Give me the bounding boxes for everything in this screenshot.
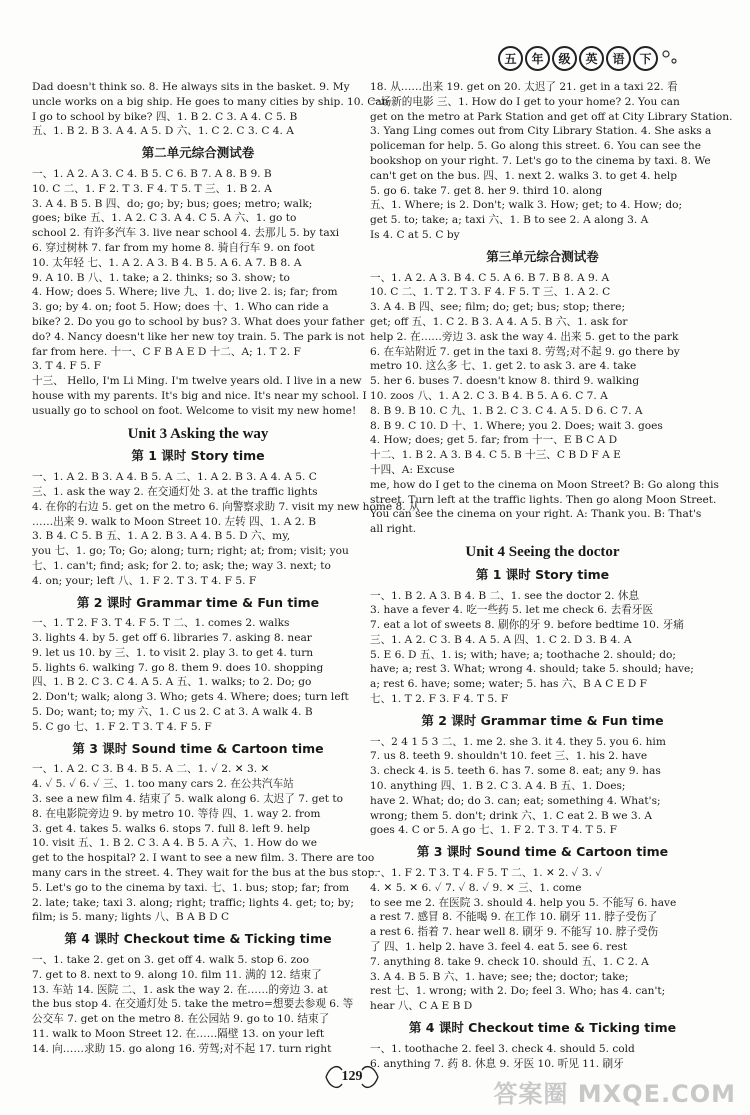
answer-line: Is 4. C at 5. C by [370,228,460,241]
page-number: 129 [341,1069,363,1084]
answer-line: 3. A 4. B 5. B 四、do; go; by; bus; goes; metro; walk; [32,197,313,210]
badge-char-3: 级 [552,46,577,71]
answer-line: get on the metro at Park Station and get off at City Library Station. [370,110,733,123]
answer-line: I go to school by bike? 四、1. B 2. C 3. A 4. C 5. B [32,110,298,123]
answer-line: 一场新的电影 三、1. How do I get to your home? 2. You can [370,95,680,108]
unit3-lesson2-lines [32,616,364,734]
answer-line: 七、1. can't; find; ask; for 2. to; ask; the; way 3. next; to [32,559,331,572]
answer-line: 一、1. A 2. A 3. C 4. B 5. C 6. B 7. A 8. B 9. B [32,167,272,180]
unit4-lesson1-lines [370,589,715,707]
answer-line: 3. lights 4. by 5. get off 6. libraries 7. asking 8. near [32,632,312,645]
answer-line: 五、1. B 2. B 3. A 4. A 5. D 六、1. C 2. C 3. C 4. A [32,125,294,138]
answer-line: get; off 五、1. C 2. B 3. A 4. A 5. B 六、1. ask for [370,315,628,328]
answer-line: 一、1. take 2. get on 3. get off 4. walk 5. stop 6. zoo [32,954,309,967]
watermark: 答案圈 MXQE.COM [493,1080,736,1108]
badge-char-2: 年 [525,46,550,71]
answer-line: far from here. 十一、C F B A E D 十二、A; 1. T 2. F [32,345,301,358]
answer-line: 5. E 6. D 五、1. is; with; have; a; toothache 2. should; do; [370,648,676,661]
answer-line: 8. B 9. B 10. C 九、1. B 2. C 3. C 4. A 5. D 6. C 7. A [370,404,643,417]
answer-line: 5. Do; want; to; my 六、1. C us 2. C at 3. A walk 4. B [32,706,313,719]
unit4-lesson3-heading: 第 3 课时 Sound time & Cartoon time [416,844,669,860]
answer-line: get 5. to; take; a; taxi 六、1. B to see 2. A along 3. A [370,214,649,227]
answer-line: 2. Don't; walk; along 3. Who; gets 4. Where; does; turn left [32,691,349,704]
answer-line: 13. 车站 14. 医院 二、1. ask the way 2. 在……的旁边 3. at [32,983,328,996]
answer-line: 18. 从……出来 19. get on 20. 太迟了 21. get in a taxi 22. 看 [370,81,678,93]
answer-line: a rest 7. 感冒 8. 不能喝 9. 在工作 10. 刷牙 11. 脖子受伤了 [370,911,658,924]
answer-line: 十三、 Hello, I'm Li Ming. I'm twelve years old. I live in a new [32,375,362,388]
answer-line: me, how do I get to the cinema on Moon Street? B: Go along this [370,478,719,491]
answer-line: 2. late; take; taxi 3. along; right; traffic; lights 4. get; to; by; [32,896,354,909]
left-top-lines [32,80,389,139]
answer-line: a rest 6. 指着 7. hear well 8. 刷牙 9. 不能写 10. 脖子受伤 [370,926,659,939]
answer-line: goes 4. C or 5. A go 七、1. F 2. T 3. T 4. T 5. F [370,824,617,837]
answer-line: 一、1. A 2. C 3. B 4. B 5. A 二、1. ✓ 2. ✕ 3. ✕ [32,763,270,776]
answer-line: have; a; rest 3. What; wrong 4. should; take 5. should; have; [370,663,694,676]
answer-line: 7. get to 8. next to 9. along 10. film 11. 满的 12. 结束了 [32,968,322,981]
answer-line: get to the hospital? 2. I want to see a new film. 3. There are too [32,852,375,865]
answer-line: 4. on; your; left 八、1. F 2. T 3. T 4. F 5. F [32,574,257,587]
answer-line: 10. visit 五、1. B 2. C 3. A 4. B 5. A 六、1. How do we [32,837,317,850]
test2-heading: 第二单元综合测试卷 [141,145,255,161]
answer-line: have 2. What; do; do 3. can; eat; something 4. What's; [370,794,661,807]
unit4-lesson1-heading: 第 1 课时 Story time [475,566,610,582]
answer-line: school 2. 有许多汽车 3. live near school 4. 去那儿 5. by taxi [32,227,340,240]
answer-line: 7. eat a lot of sweets 8. 刷你的牙 9. before bedtime 10. 牙痛 [370,619,684,632]
answer-line: 4. 在你的右边 5. get on the metro 6. 向警察求助 7. visit my new home 8. 从 [32,500,420,513]
answer-line: 10. anything 四、1. B 2. C 3. A 4. B 五、1. Does; [370,780,626,793]
answer-line: 3. see a new film 4. 结束了 5. walk along 6. 太迟了 7. get to [32,793,344,806]
answer-line: 7. us 8. teeth 9. shouldn't 10. feet 三、1. his 2. have [370,750,648,763]
answer-line: you 七、1. go; To; Go; along; turn; right; at; from; visit; you [32,545,349,558]
answer-line: 公交车 7. get on the metro 8. 在公园站 9. go to 10. 结束了 [32,1013,330,1026]
answer-line: 一、1. A 2. B 3. A 4. B 5. A 二、1. A 2. B 3. A 4. A 5. C [32,471,317,484]
answer-line: 6. anything 7. 药 8. 休息 9. 牙医 10. 听见 11. 刷牙 [370,1057,624,1070]
answer-line: 8. 在电影院旁边 9. by metro 10. 等待 四、1. way 2. from [32,807,321,820]
answer-line: the bus stop 4. 在交通灯处 5. take the metro=想要去参观 6. 等 [32,998,354,1011]
unit3-lesson1-heading: 第 1 课时 Story time [131,448,265,464]
unit4-lesson4-heading: 第 4 课时 Checkout time & Ticking time [408,1020,677,1036]
answer-line: 3. have a fever 4. 吃一些药 5. let me check 6. 去看牙医 [370,604,654,617]
answer-line: to see me 2. 在医院 3. should 4. help you 5. 不能写 6. have [370,896,677,909]
answer-line: do? 4. Nancy doesn't like her new toy train. 5. The park is not [32,330,365,343]
answer-line: 4. ✕ 5. ✕ 6. ✓ 7. ✓ 8. ✓ 9. ✕ 三、1. come [370,881,582,894]
answer-line: 3. A 4. B 四、see; film; do; get; bus; stop; there; [370,301,626,314]
answer-line: hear 八、C A E B D [370,1000,473,1013]
unit4-lesson3-lines [370,866,715,1014]
badge-char-6: 下 [633,46,658,71]
answer-line: 9. let us 10. by 三、1. to visit 2. play 3. to get 4. turn [32,646,314,659]
answer-line: 三、1. ask the way 2. 在交通灯处 3. at the traffic lights [32,485,318,498]
unit3-lesson3-heading: 第 3 课时 Sound time & Cartoon time [72,740,324,756]
answer-line: 9. A 10. B 八、1. take; a 2. thinks; so 3. show; to [32,271,290,284]
answer-line: metro 10. 这么多 七、1. get 2. to ask 3. are 4. take [370,360,637,373]
right-column [370,80,733,1071]
answer-line: 4. ✓ 5. ✓ 6. ✓ 三、1. too many cars 2. 在公共汽车站 [32,778,294,791]
test3-lines [370,271,719,537]
badge-char-4: 英 [579,46,604,71]
unit4-lesson2-lines [370,735,715,839]
answer-line: policeman for help. 5. Go along this street. 6. You can see the [370,140,701,153]
answer-line: 一、1. toothache 2. feel 3. check 4. should 5. cold [370,1042,635,1055]
answer-line: a; rest 6. have; some; water; 5. has 六、B A C E D F [370,678,647,691]
answer-line: bike? 2. Do you go to school by bus? 3. What does your father [32,315,365,328]
answer-line: 七、1. T 2. F 3. F 4. T 5. F [370,693,509,706]
unit4-lesson4-lines [370,1042,715,1072]
header-decoration-icon [660,48,680,68]
badge-char-5: 语 [606,46,631,71]
answer-line: 11. walk to Moon Street 12. 在……隔壁 13. on your left [32,1028,325,1041]
answer-line: 3. B 4. C 5. B 五、1. A 2. B 3. A 4. B 5. D 六、my, [32,530,291,543]
answer-line: 了 四、1. help 2. have 3. feel 4. eat 5. see 6. rest [370,941,628,954]
unit3-lesson4-heading: 第 4 课时 Checkout time & Ticking time [64,931,332,947]
answer-line: Dad doesn't think so. 8. He always sits in the basket. 9. My [32,81,350,93]
answer-line: 3. T 4. F 5. F [32,360,101,373]
answer-line: 3. check 4. is 5. teeth 6. has 7. some 8. eat; any 9. has [370,765,661,778]
answer-line: 一、1. B 2. A 3. B 4. B 二、1. see the doctor 2. 休息 [370,589,640,602]
answer-line: uncle works on a big ship. He goes to many cities by ship. 10. Can [32,95,389,108]
answer-line: 四、1. B 2. C 3. C 4. A 5. A 五、1. walks; to 2. Do; go [32,676,312,689]
answer-line: 6. 穿过树林 7. far from my home 8. 骑自行车 9. on foot [32,241,315,254]
answer-line: 一、1. T 2. F 3. T 4. F 5. T 二、1. comes 2. walks [32,617,290,630]
answer-line: bookshop on your right. 7. Let's go to the cinema by taxi. 8. We [370,154,711,167]
answer-line: 8. B 9. C 10. D 十、1. Where; you 2. Does; wait 3. goes [370,419,663,432]
answer-line: many cars in the street. 4. They wait for the bus at the bus stop. [32,867,378,880]
answer-line: 5. lights 6. walking 7. go 8. them 9. does 10. shopping [32,661,324,674]
grade-badge [498,46,658,71]
answer-line: 5. C go 七、1. F 2. T 3. T 4. F 5. F [32,720,212,733]
unit3-lesson2-heading: 第 2 课时 Grammar time & Fun time [76,594,320,610]
answer-line: 10. C 二、1. F 2. T 3. F 4. T 5. T 三、1. B 2. A [32,182,272,195]
answer-line: 三、1. A 2. C 3. B 4. A 5. A 四、1. C 2. D 3. B 4. A [370,633,632,646]
badge-char-1: 五 [498,46,523,71]
answer-line: 4. How; does 5. Where; live 九、1. do; live 2. is; far; from [32,286,338,299]
answer-line: 14. 向……求助 15. go along 16. 劳驾;对不起 17. turn right [32,1042,332,1055]
answer-line: usually go to school on foot. Welcome to visit my new home! [32,404,357,417]
answer-line: goes; bike 五、1. A 2. C 3. A 4. C 5. A 六、1. go to [32,212,297,225]
answer-line: 10. 太年轻 七、1. A 2. A 3. B 4. B 5. A 6. A 7. B 8. A [32,256,302,269]
test2-lines [32,167,367,419]
answer-line: 10. zoos 八、1. A 2. C 3. B 4. B 5. A 6. C 7. A [370,389,608,402]
answer-line: 5. go 6. take 7. get 8. her 9. third 10. along [370,184,603,197]
unit4-lesson2-heading: 第 2 课时 Grammar time & Fun time [421,712,664,728]
answer-line: 3. A 4. B 5. B 六、1. have; see; the; doctor; take; [370,970,629,983]
unit3-title: Unit 3 Asking the way [127,425,269,442]
answer-line: 一、1. A 2. A 3. B 4. C 5. A 6. B 7. B 8. A 9. A [370,271,610,284]
answer-line: 3. get 4. takes 5. walks 6. stops 7. full 8. left 9. help [32,822,311,835]
answer-line: can't get on the bus. 四、1. next 2. walks 3. to get 4. help [370,169,678,182]
answer-line: 十四、A: Excuse [370,463,455,476]
answer-line: ……出来 9. walk to Moon Street 10. 左转 四、1. A 2. B [32,515,317,528]
answer-line: You can see the cinema on your right. A: Thank you. B: That's [370,508,702,521]
answer-line: rest 七、1. wrong; with 2. Do; feel 3. Who; has 4. can't; [370,985,666,998]
answer-line: 10. C 二、1. T 2. T 3. F 4. F 5. T 三、1. A 2. C [370,286,611,299]
unit3-lesson3-lines [32,762,378,925]
answer-line: 3. go; by 4. on; foot 5. How; does 十、1. Who can ride a [32,301,329,314]
answer-line: help 2. 在……旁边 3. ask the way 4. 出来 5. get to the park [370,330,679,343]
answer-line: 十二、1. B 2. A 3. B 4. C 5. B 十三、C B D F A E [370,449,621,462]
answer-line: film; is 5. many; lights 八、B A B D C [32,911,230,924]
answer-line: 五、1. Where; is 2. Don't; walk 3. How; get; to 4. How; do; [370,199,683,212]
unit3-lesson4-lines [32,953,364,1057]
answer-line: wrong; them 5. don't; drink 六、1. C eat 2. B we 3. A [370,809,653,822]
unit4-title: Unit 4 Seeing the doctor [465,543,620,560]
answer-line: street. Turn left at the traffic lights. Then go along Moon Street. [370,493,717,506]
test3-heading: 第三单元综合测试卷 [486,248,599,264]
answer-line: 3. Yang Ling comes out from City Library Station. 4. She asks a [370,125,712,138]
answer-line: 一、1. F 2. T 3. T 4. F 5. T 二、1. ✕ 2. ✓ 3. ✓ [370,867,603,880]
answer-line: 5. her 6. buses 7. doesn't know 8. third 9. walking [370,375,640,388]
right-top-lines [370,80,733,243]
answer-line: 7. anything 8. take 9. check 10. should 五、1. C 2. A [370,955,649,968]
answer-line: 6. 在车站附近 7. get in the taxi 8. 劳驾;对不起 9. go there by [370,345,680,358]
answer-line: 5. Let's go to the cinema by taxi. 七、1. bus; stop; far; from [32,881,350,894]
answer-line: 4. How; does; get 5. far; from 十一、E B C A D [370,434,618,447]
answer-line: 一、2 4 1 5 3 二、1. me 2. she 3. it 4. they 5. you 6. him [370,735,666,748]
answer-line: house with my parents. It's big and nice. It's near my school. I [32,389,367,402]
answer-line: all right. [370,523,417,536]
